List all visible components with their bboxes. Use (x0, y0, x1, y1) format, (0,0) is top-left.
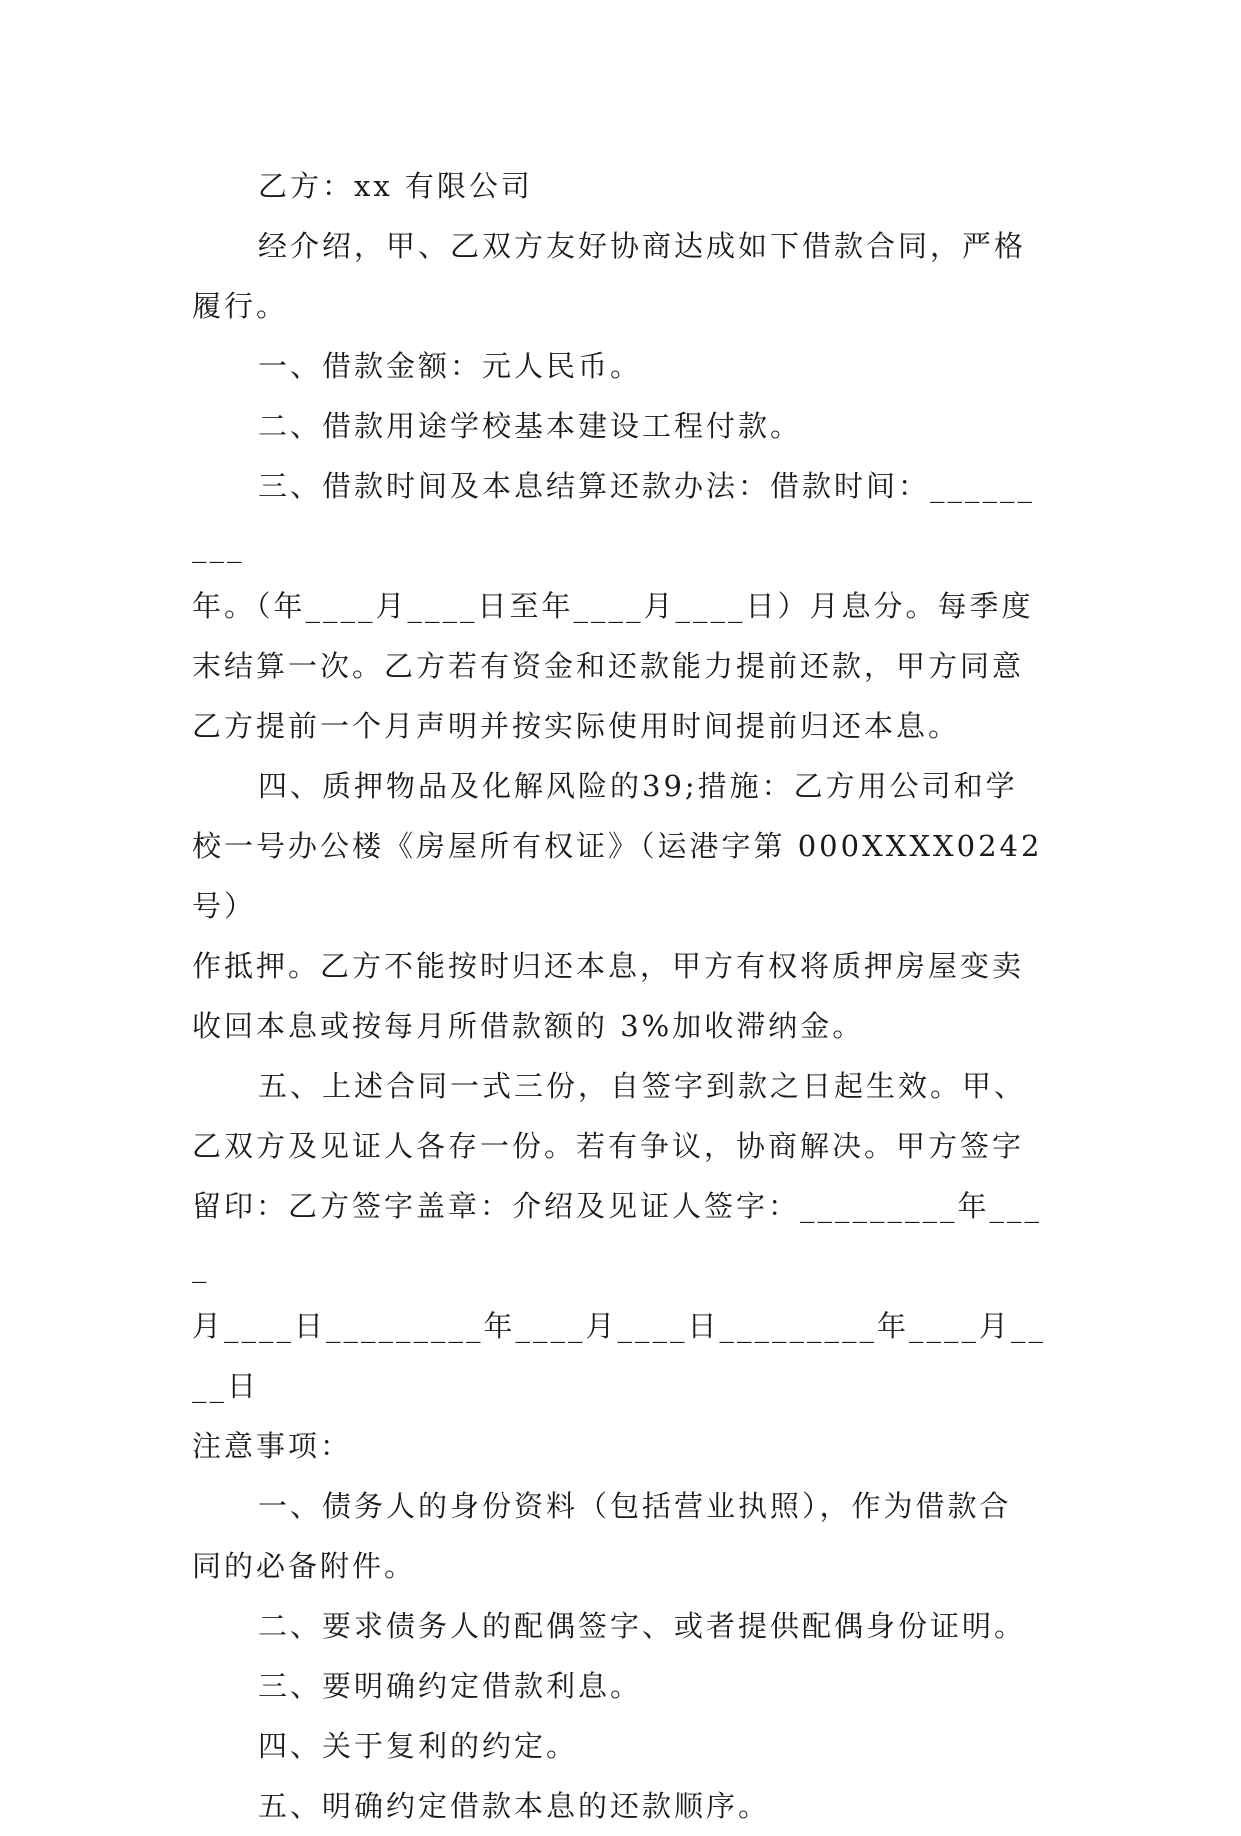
notes-heading: 注意事项： (192, 1429, 353, 1463)
clause-3-line-2: 年。（年____月____日至年____月____日）月息分。每季度 (192, 589, 1034, 623)
clause-4-line-4: 收回本息或按每月所借款额的 3%加收滞纳金。 (192, 1009, 865, 1043)
intro-line-2: 履行。 (192, 289, 289, 323)
note-1-line-1: 一、债务人的身份资料（包括营业执照），作为借款合 (258, 1489, 1012, 1523)
clause-2-purpose: 二、借款用途学校基本建设工程付款。 (258, 409, 803, 443)
intro-line-1: 经介绍，甲、乙双方友好协商达成如下借款合同，严格 (258, 229, 1027, 263)
signature-line-2: 月____日_________年____月____日_________年____月____日 (192, 1309, 1047, 1403)
clause-5-line-2: 乙双方及见证人各存一份。若有争议，协商解决。甲方签字 (192, 1129, 1025, 1163)
party-b-line: 乙方：xx 有限公司 (258, 169, 533, 203)
signature-line-1: 留印：乙方签字盖章：介绍及见证人签字：_________年____ (192, 1189, 1043, 1283)
note-2: 二、要求债务人的配偶签字、或者提供配偶身份证明。 (258, 1609, 1027, 1643)
clause-4-line-3: 作抵押。乙方不能按时归还本息，甲方有权将质押房屋变卖 (192, 949, 1025, 983)
clause-1-amount: 一、借款金额：元人民币。 (258, 349, 643, 383)
clause-3-line-1: 三、借款时间及本息结算还款办法：借款时间：_________ (192, 469, 1036, 563)
note-1-line-2: 同的必备附件。 (192, 1549, 417, 1583)
clause-4-line-2: 校一号办公楼《房屋所有权证》（运港字第 000XXXX0242 号） (192, 829, 1055, 923)
note-5: 五、明确约定借款本息的还款顺序。 (258, 1789, 771, 1823)
clause-4-line-1: 四、质押物品及化解风险的39;措施：乙方用公司和学 (258, 769, 1018, 803)
clause-5-line-1: 五、上述合同一式三份，自签字到款之日起生效。甲、 (258, 1069, 1027, 1103)
note-4: 四、关于复利的约定。 (258, 1729, 579, 1763)
clause-3-line-4: 乙方提前一个月声明并按实际使用时间提前归还本息。 (192, 709, 961, 743)
contract-body (192, 156, 1055, 1836)
note-3: 三、要明确约定借款利息。 (258, 1669, 643, 1703)
clause-3-line-3: 末结算一次。乙方若有资金和还款能力提前还款，甲方同意 (192, 649, 1025, 683)
